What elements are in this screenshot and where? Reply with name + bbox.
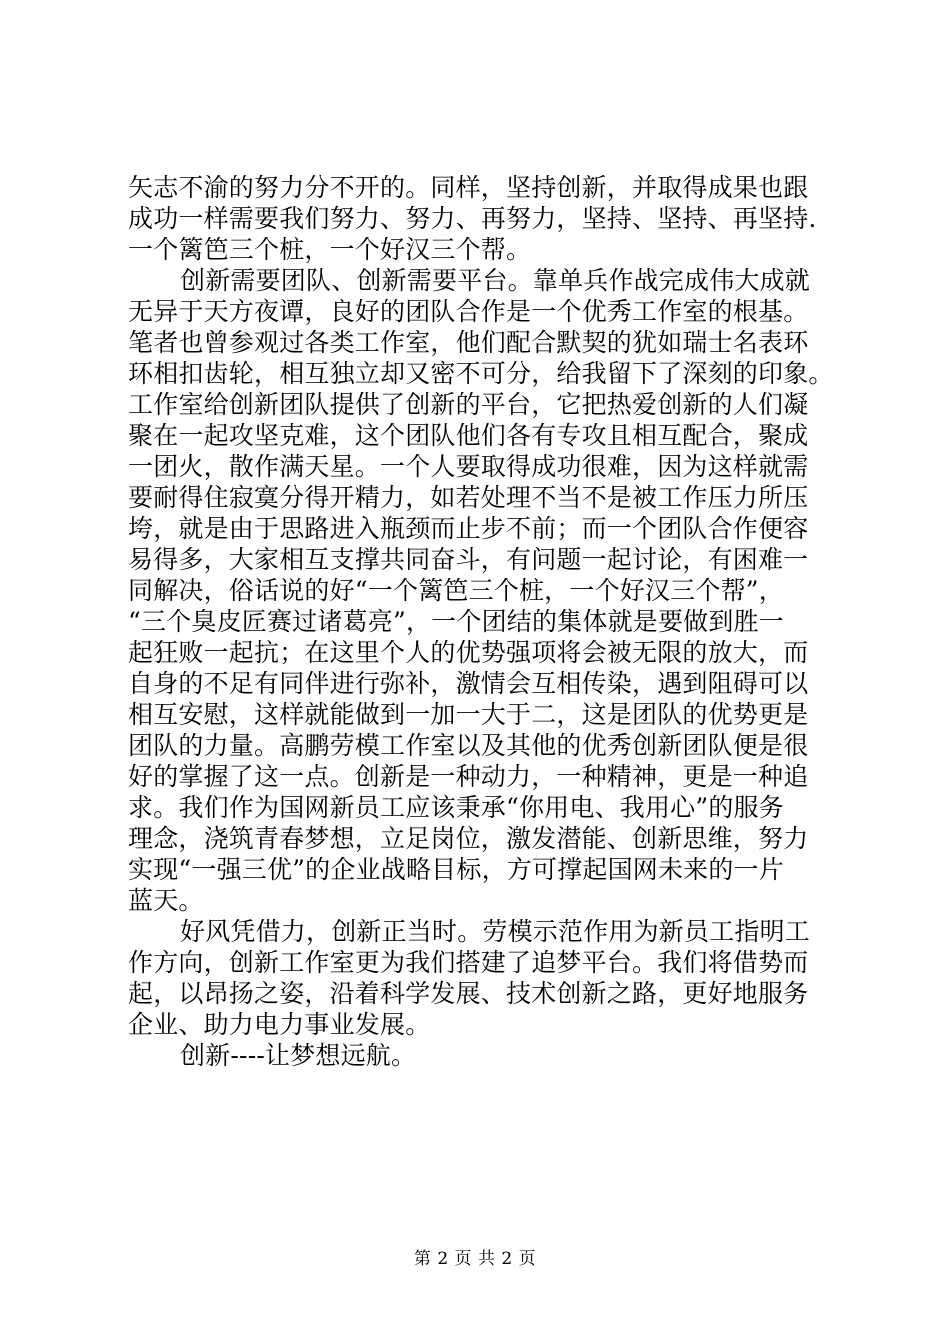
- text-line: 笔者也曾参观过各类工作室，他们配合默契的犹如瑞士名表环: [128, 328, 809, 357]
- text-line: 团队的力量。高鹏劳模工作室以及其他的优秀创新团队便是很: [128, 731, 809, 760]
- text-line: 好风凭借力，创新正当时。劳模示范作用为新员工指明工: [180, 917, 811, 946]
- text-line: 相互安慰，这样就能做到一加一大于二，这是团队的优势更是: [128, 700, 809, 729]
- text-line: 垮，就是由于思路进入瓶颈而止步不前；而一个团队合作便容: [128, 514, 809, 543]
- text-line: 实现“一强三优”的企业战略目标，方可撑起国网未来的一片: [128, 855, 784, 884]
- text-line: 企业、助力电力事业发展。: [128, 1010, 431, 1039]
- text-line: 工作室给创新团队提供了创新的平台，它把热爱创新的人们凝: [128, 390, 809, 419]
- text-line: 无异于天方夜谭，良好的团队合作是一个优秀工作室的根基。: [128, 297, 809, 326]
- text-line: 起狂败一起抗；在这里个人的优势强项将会被无限的放大，而: [128, 638, 809, 667]
- text-line: 聚在一起攻坚克难，这个团队他们各有专攻且相互配合，聚成: [128, 421, 809, 450]
- text-line: 易得多，大家相互支撑共同奋斗，有问题一起讨论，有困难一: [128, 545, 809, 574]
- text-line: 起，以昂扬之姿，沿着科学发展、技术创新之路，更好地服务: [128, 979, 809, 1008]
- document-body: [128, 172, 840, 1071]
- text-line: 好的掌握了这一点。创新是一种动力，一种精神，更是一种追: [128, 762, 809, 791]
- text-line: 作方向，创新工作室更为我们搭建了追梦平台。我们将借势而: [128, 948, 809, 977]
- text-line: 成功一样需要我们努力、努力、再努力，坚持、坚持、再坚持.: [128, 204, 817, 233]
- text-line: 同解决，俗话说的好“一个篱笆三个桩，一个好汉三个帮”，: [128, 576, 784, 605]
- page-number-label: 第 2 页 共 2 页: [413, 1249, 537, 1269]
- text-line: 一个篱笆三个桩，一个好汉三个帮。: [128, 235, 532, 264]
- text-line: 矢志不渝的努力分不开的。同样，坚持创新，并取得成果也跟: [128, 173, 809, 202]
- text-line: 求。我们作为国网新员工应该秉承“你用电、我用心”的服务: [128, 793, 784, 822]
- text-line: 理念，浇筑青春梦想，立足岗位，激发潜能、创新思维，努力: [128, 824, 809, 853]
- text-line: 创新----让梦想远航。: [180, 1041, 417, 1070]
- text-line: “三个臭皮匠赛过诸葛亮”，一个团结的集体就是要做到胜一: [128, 607, 784, 636]
- text-line: 创新需要团队、创新需要平台。靠单兵作战完成伟大成就: [180, 266, 811, 295]
- text-line: 一团火，散作满天星。一个人要取得成功很难，因为这样就需: [128, 452, 809, 481]
- text-line: 蓝天。: [128, 886, 204, 915]
- text-line: 环相扣齿轮，相互独立却又密不可分，给我留下了深刻的印象。: [128, 359, 834, 388]
- page-footer: [0, 1244, 950, 1269]
- text-line: 自身的不足有同伴进行弥补，激情会互相传染，遇到阻碍可以: [128, 669, 809, 698]
- text-line: 要耐得住寂寞分得开精力，如若处理不当不是被工作压力所压: [128, 483, 809, 512]
